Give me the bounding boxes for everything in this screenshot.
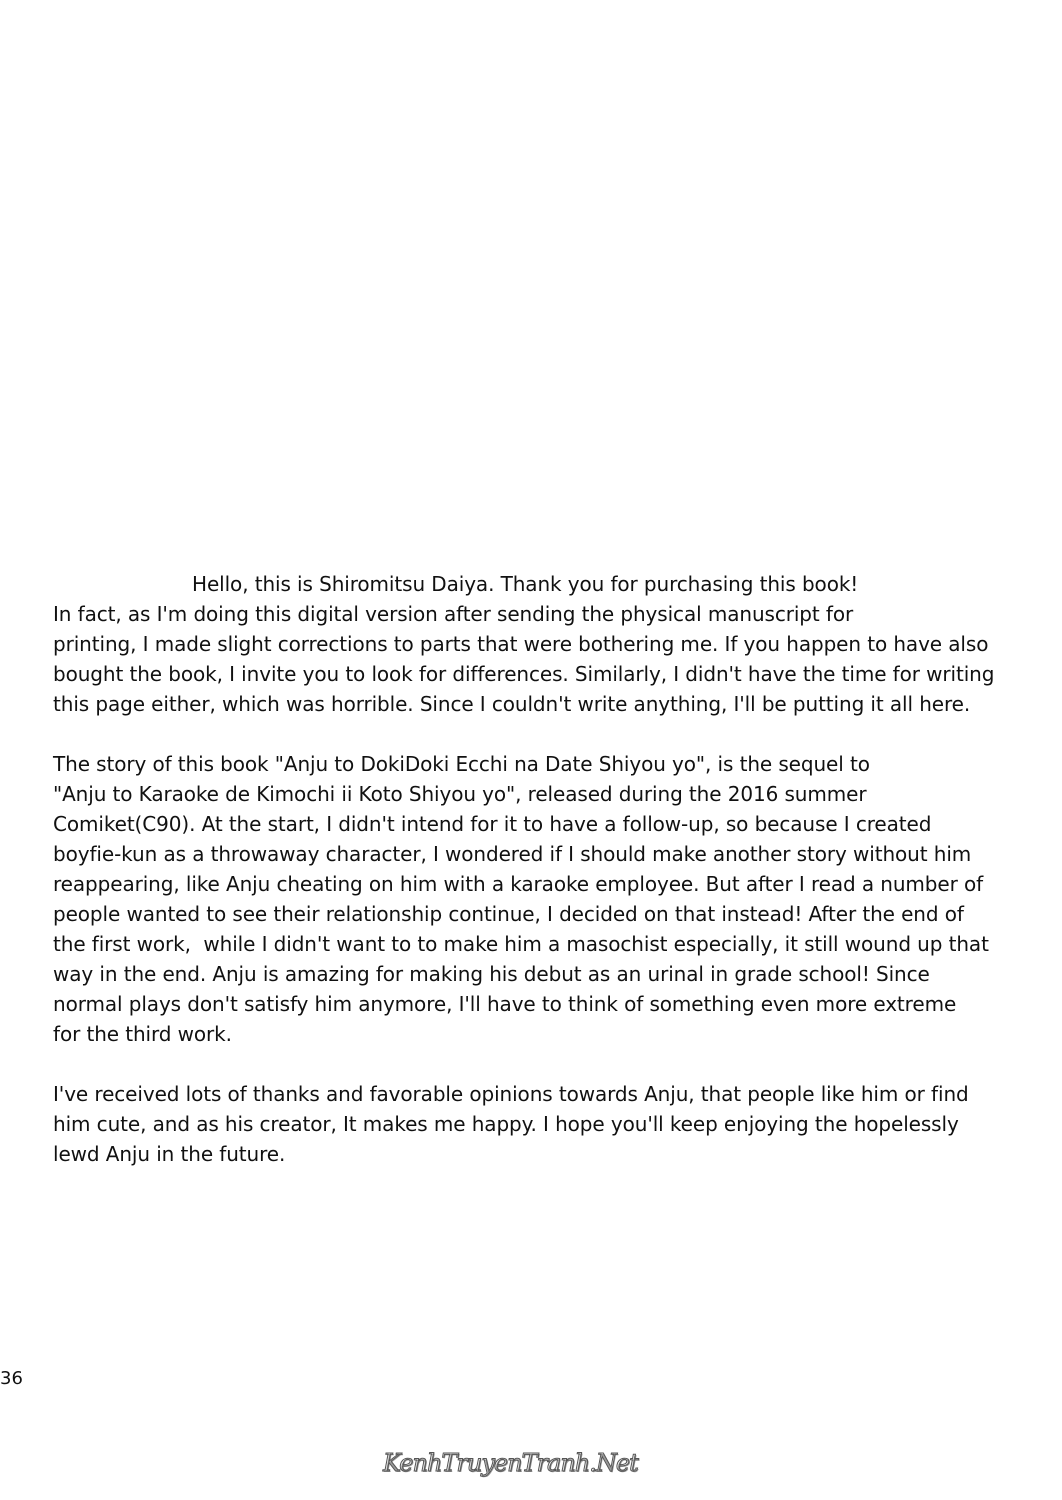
paragraph-gap	[53, 1049, 1023, 1079]
text-line: bought the book, I invite you to look for differences. Similarly, I didn't have the time for writing	[53, 662, 995, 686]
text-line: normal plays don't satisfy him anymore, I'll have to think of something even more extreme	[53, 992, 957, 1016]
text-line: lewd Anju in the future.	[53, 1142, 286, 1166]
text-line: him cute, and as his creator, It makes me happy. I hope you'll keep enjoying the hopelessly	[53, 1112, 959, 1136]
text-line: boyfie-kun as a throwaway character, I wondered if I should make another story without him	[53, 842, 972, 866]
text-line: the first work, while I didn't want to to make him a masochist especially, it still wound up that	[53, 932, 989, 956]
watermark: KenhTruyenTranh.Net	[383, 1449, 638, 1477]
text-line: Comiket(C90). At the start, I didn't intend for it to have a follow-up, so because I created	[53, 812, 932, 836]
paragraph-greeting	[53, 569, 1023, 719]
text-line: this page either, which was horrible. Since I couldn't write anything, I'll be putting it all here.	[53, 692, 971, 716]
text-line: I've received lots of thanks and favorable opinions towards Anju, that people like him or find	[53, 1082, 969, 1106]
page-number: 36	[0, 1368, 23, 1389]
text-line: In fact, as I'm doing this digital version after sending the physical manuscript for	[53, 602, 854, 626]
text-line: reappearing, like Anju cheating on him with a karaoke employee. But after I read a number of	[53, 872, 984, 896]
text-line: for the third work.	[53, 1022, 232, 1046]
text-line: Hello, this is Shiromitsu Daiya. Thank you for purchasing this book!	[192, 572, 859, 596]
text-line: people wanted to see their relationship continue, I decided on that instead! After the end of	[53, 902, 964, 926]
paragraph-story	[53, 749, 1023, 1049]
text-line: printing, I made slight corrections to parts that were bothering me. If you happen to have also	[53, 632, 989, 656]
paragraph-gap	[53, 719, 1023, 749]
text-line: way in the end. Anju is amazing for making his debut as an urinal in grade school! Since	[53, 962, 930, 986]
afterword-text	[53, 569, 1023, 1169]
text-line: The story of this book "Anju to DokiDoki Ecchi na Date Shiyou yo", is the sequel to	[53, 752, 870, 776]
paragraph-thanks	[53, 1079, 1023, 1169]
text-line: "Anju to Karaoke de Kimochi ii Koto Shiyou yo", released during the 2016 summer	[53, 782, 867, 806]
